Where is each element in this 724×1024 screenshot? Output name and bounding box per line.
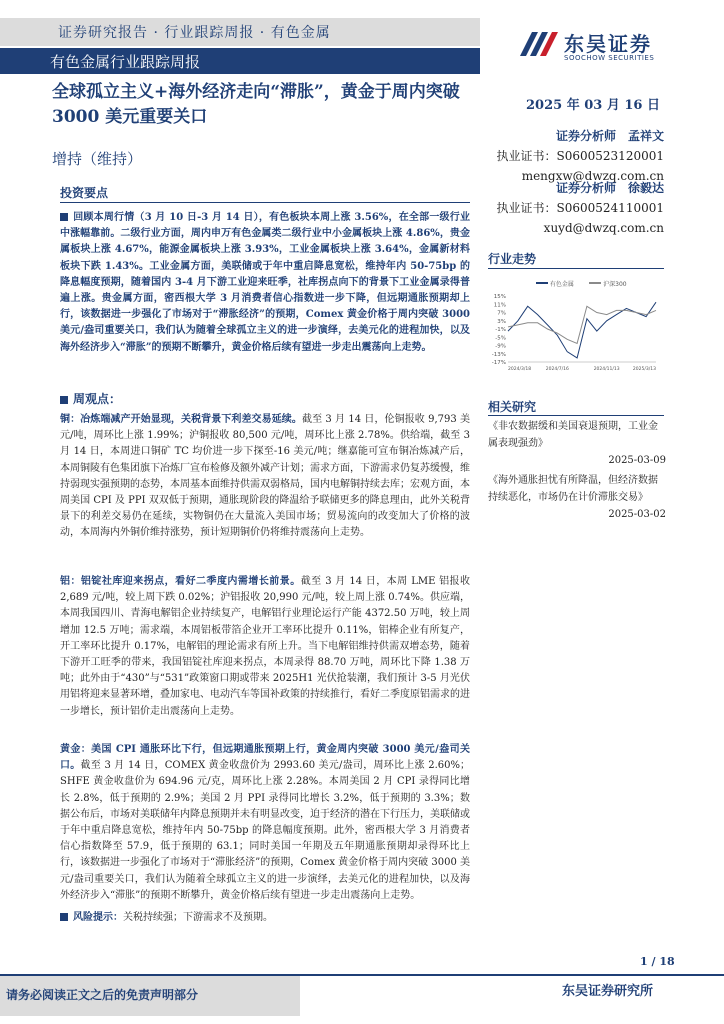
copper-paragraph	[60, 412, 470, 542]
aluminum-body: 截至 3 月 14 日，本周 LME 铝报收 2,689 元/吨，较上周下跌 0.02%；沪铝报收 20,990 元/吨，较上周上涨 0.74%。供应端，本周我国四川、青海电解铝企业持续复产，电解铝行业理论运行产能 4372.50 万吨，较上周增加 12.5 万吨；需求端，本周铝板带箔企业开工率环比提升 0.11%，铝棒企业有所复产，开工率环比提升 0.17%，电解铝的理论需求有所上升。当下电解铝维持供需双增态势，随着下游开工旺季的带来，我国铝锭社库迎来拐点，本周录得 88.70 万吨，周环比下降 1.38 万吨；此外由于“430”与“531”政策窗口期或带来 2025H1 光伏抢装潮，我们预计 3-5 月光伏用铝将迎来显著环增，叠加家电、电动汽车等国补政策的持续推行，看好二季度原铝需求的进一步增长，预计铝价走出震荡向上走势。	[60, 576, 470, 717]
copper-body: 截至 3 月 14 日，伦铜报收 9,793 美元/吨，周环比上涨 1.99%；沪铜报收 80,500 元/吨，周环比上涨 2.78%。供给端，截至 3 月 14 日，本周进口铜矿 TC 均价进一步下探至-16 美元/吨；继嘉能可宣布铜冶炼减产后，本周铜陵有色集团旗下冶炼厂宣布检修及额外减产计划；需求方面，下游需求仍复苏缓慢，维持弱现实强预期的态势，本周基本面维持供需双弱格局，国内电解铜持续去库；宏观方面，本周美国 CPI 及 PPI 双双低于预期，通胀现阶段的降温给予联储更多的降息理由，此外关税背景下的利差交易仍在延续，实物铜仍在大量流入美国市场；贸易流向的改变加大了价格的波动，本周海内外铜价维持涨势，预计短期铜价仍将维持震荡向上走势。	[60, 414, 471, 539]
related-item-1-date: 2025-03-09	[608, 455, 666, 466]
x-tick-label: 2025/3/13	[632, 367, 656, 372]
copper-lead: 铜：冶炼端减产开始显现，关税背景下利差交易延续。	[60, 414, 302, 425]
analyst-2-role: 证券分析师 徐毅达	[555, 181, 664, 195]
report-title: 全球孤立主义+海外经济走向“滞胀”，黄金于周内突破 3000 美元重要关口	[52, 82, 460, 127]
summary-text: 回顾本周行情（3 月 10 日-3 月 14 日），有色板块本周上涨 3.56%，在全部一级行业中涨幅靠前。二级行业方面，周内申万有色金属类二级行业中小金属板块上涨 4.86%，贵金属板块上涨 4.67%，能源金属板块上涨 3.93%，工业金属板块上涨 3.64%，金属新材料板块下跌 1.43%。工业金属方面，美联储或于年中重启降息宽松，维持年内 50-75bp 的降息幅度预期，随着国内 3-4 月下游工业迎来旺季，社库拐点向下的背景下工业金属录得普遍上涨。贵金属方面，密西根大学 3 月消费者信心指数进一步下降，但远期通胀预期却上行，该数据进一步强化了市场对于“滞胀经济”的预期，Comex 黄金价格于周内突破 3000 美元/盎司重要关口，我们认为随着全球孤立主义的进一步演绎，去美元化的进程加快，以及海外经济步入“滞胀”的预期不断攀升，黄金价格后续有望进一步走出震荡向上走势。	[60, 212, 470, 353]
risk-paragraph	[60, 910, 470, 926]
gold-lead: 黄金：美国 CPI 通胀环比下行，但远期通胀预期上行，黄金周内突破 3000 美元/盎司关口。	[60, 744, 470, 772]
x-tick-label: 2024/11/13	[593, 367, 620, 372]
gold-body: 截至 3 月 14 日，COMEX 黄金收盘价为 2993.60 美元/盎司，周环比上涨 2.60%；SHFE 黄金收盘价为 694.96 元/克，周环比上涨 2.28%。本周美国 2 月 CPI 录得同比增长 2.8%，低于预期的 2.9%；美国 2 月 PPI 录得同比增长 3.2%，低于预期的 3.3%；数据公布后，市场对美联储年内降息预期并未有明显改变，迫于经济的潜在下行压力，美联储或于年中重启降息宽松，维持年内 50-75bp 的降息幅度预期。此外，密西根大学 3 月消费者信心指数降至 57.9，低于预期的 63.1；同时美国一年期及五年期通胀预期却录得环比上行，该数据进一步强化了市场对于“滞胀经济”的预期，Comex 黄金价格于周内突破 3000 美元/盎司重要关口，我们认为随着全球孤立主义的进一步演绎，去美元化的进程加快，以及海外经济步入“滞胀”的预期不断攀升，黄金价格后续有望进一步走出震荡向上走势。	[60, 760, 470, 901]
chart-legend	[536, 279, 627, 288]
y-tick-label: -13%	[491, 351, 506, 358]
y-tick-label: -17%	[491, 360, 506, 366]
related-item-1[interactable]	[488, 418, 666, 469]
analyst-1-email[interactable]: mengxw@dwzq.com.cn	[521, 169, 664, 183]
logo-en-text: SOOCHOW SECURITIES	[564, 54, 655, 62]
divider	[60, 202, 470, 203]
aluminum-paragraph	[60, 574, 470, 720]
risk-label: 风险提示：	[73, 912, 123, 923]
bullet-icon	[60, 913, 68, 921]
y-tick-label: 15%	[493, 294, 506, 300]
y-tick-label: 11%	[493, 302, 506, 309]
analyst-1-cert: 执业证书：S0600523120001	[496, 149, 664, 163]
analyst-1	[497, 126, 664, 186]
bullet-icon	[60, 213, 68, 221]
y-tick-label: 3%	[497, 318, 506, 325]
disclaimer-box	[0, 976, 300, 1016]
analyst-2-cert: 执业证书：S0600524110001	[496, 201, 664, 215]
risk-body: 关税持续强；下游需求不及预期。	[123, 912, 273, 923]
related-item-2-date: 2025-03-02	[608, 509, 666, 520]
related-item-2-title[interactable]: 《海外通胀担忧有所降温，但经济数据持续恶化，市场仍在计价滞胀交易》	[488, 475, 658, 503]
y-tick-label: -5%	[495, 335, 506, 342]
report-date: 2025 年 03 月 16 日	[526, 98, 660, 113]
legend-swatch-2	[589, 282, 601, 284]
page-number: 1 / 18	[640, 955, 675, 968]
bullet-icon	[60, 396, 68, 404]
divider	[488, 415, 664, 416]
weekly-view-heading	[60, 390, 121, 407]
title-band	[0, 48, 480, 74]
legend-swatch-1	[536, 282, 548, 284]
rating-label: 增持（维持）	[52, 150, 143, 168]
y-tick-label: -1%	[495, 327, 506, 333]
trend-heading: 行业走势	[488, 252, 537, 266]
company-logo	[518, 26, 698, 66]
x-tick-label: 2024/3/18	[508, 367, 532, 372]
institute-name: 东吴证券研究所	[562, 984, 654, 999]
x-tick-label: 2024/7/16	[545, 367, 569, 372]
weekly-view-label: 周观点：	[73, 392, 122, 406]
analyst-1-role: 证券分析师 孟祥文	[555, 129, 664, 143]
related-heading: 相关研究	[488, 400, 537, 414]
logo-cn-text: 东吴证券	[564, 32, 652, 56]
analyst-2	[497, 178, 664, 238]
trend-chart	[488, 292, 660, 374]
y-tick-label: -9%	[495, 343, 506, 350]
related-item-1-title[interactable]: 《非农数据缓和美国衰退预期，工业金属表现强劲》	[488, 421, 658, 449]
category-bar	[0, 18, 480, 46]
disclaimer-text[interactable]: 请务必阅读正文之后的免责声明部分	[6, 988, 199, 1002]
category-text: 证券研究报告 · 行业跟踪周报 · 有色金属	[58, 25, 331, 41]
legend-label-1: 有色金属	[549, 281, 574, 288]
investment-summary	[60, 210, 470, 356]
divider	[488, 268, 664, 269]
related-item-2[interactable]	[488, 472, 666, 523]
investment-heading: 投资要点	[60, 186, 109, 200]
legend-label-2: 沪深300	[603, 281, 627, 288]
logo-mark-icon	[518, 26, 558, 60]
series-line-1	[508, 302, 656, 358]
y-tick-label: 7%	[497, 310, 506, 317]
band-title: 有色金属行业跟踪周报	[50, 53, 201, 71]
analyst-2-email[interactable]: xuyd@dwzq.com.cn	[543, 221, 664, 235]
gold-paragraph	[60, 742, 470, 904]
aluminum-lead: 铝：铝锭社库迎来拐点，看好二季度内需增长前景。	[60, 576, 301, 587]
